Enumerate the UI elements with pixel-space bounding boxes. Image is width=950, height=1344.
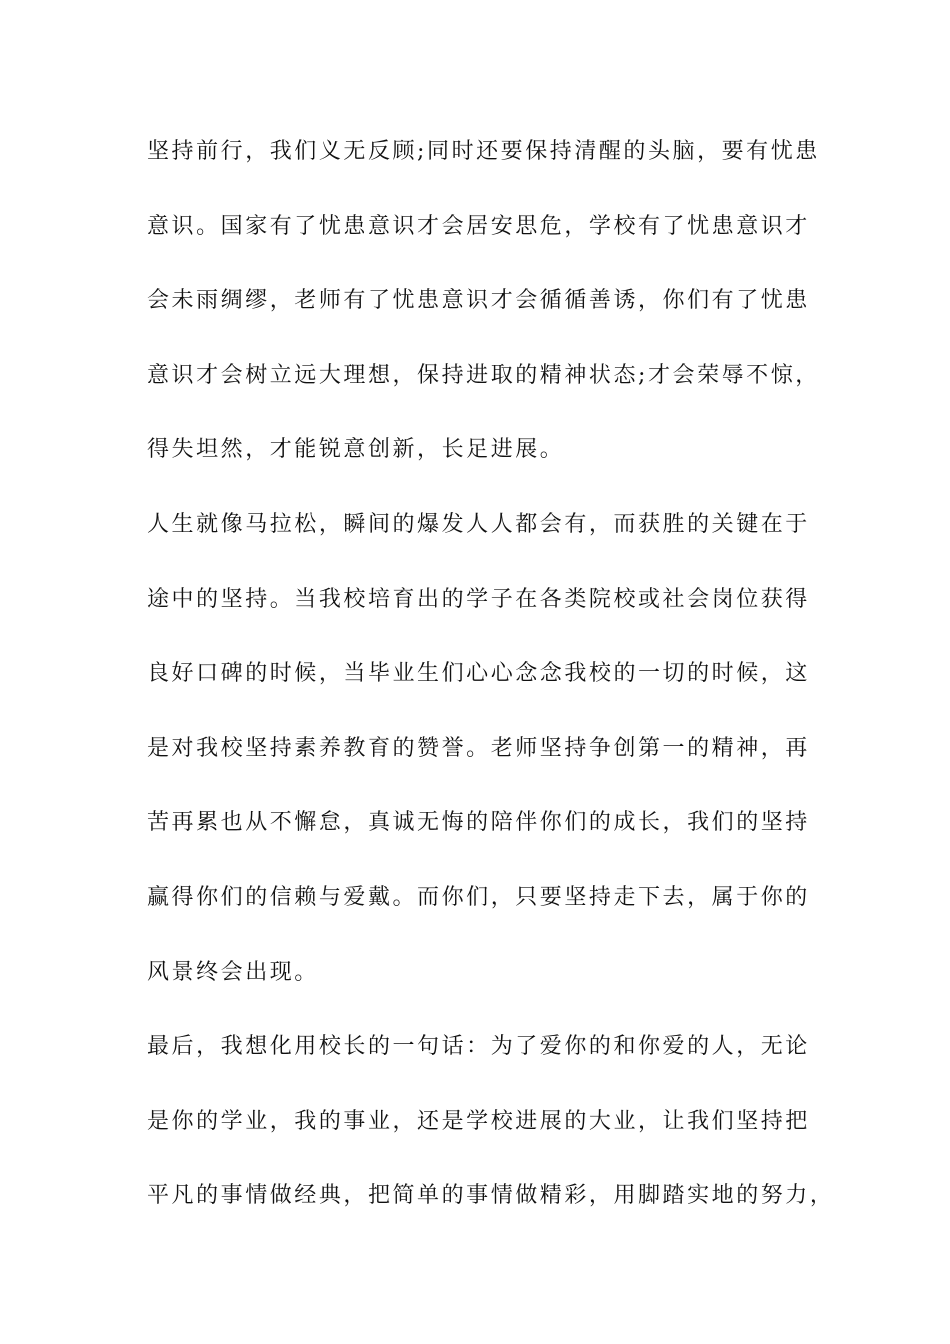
body-text: [147, 119, 835, 1238]
text-line: 良好口碑的时候，当毕业生们心心念念我校的一切的时候，这: [147, 661, 810, 687]
text-line: 是你的学业，我的事业，还是学校进展的大业，让我们坚持把: [147, 1108, 810, 1134]
text-line: 赢得你们的信赖与爱戴。而你们，只要坚持走下去，属于你的: [147, 884, 810, 910]
text-line: 人生就像马拉松，瞬间的爆发人人都会有，而获胜的关键在于: [147, 511, 810, 537]
text-line: 坚持前行，我们义无反顾;同时还要保持清醒的头脑，要有忧患: [147, 139, 820, 164]
text-line: 途中的坚持。当我校培育出的学子在各类院校或社会岗位获得: [147, 586, 810, 612]
text-line: 意识。国家有了忧患意识才会居安思危，学校有了忧患意识才: [147, 213, 810, 239]
text-line: 会未雨绸缪，老师有了忧患意识才会循循善诱，你们有了忧患: [147, 288, 810, 314]
text-line: 是对我校坚持素养教育的赞誉。老师坚持争创第一的精神，再: [147, 735, 810, 761]
text-line: 平凡的事情做经典，把简单的事情做精彩，用脚踏实地的努力，: [147, 1183, 835, 1209]
text-line: 风景终会出现。: [147, 959, 319, 985]
text-line: 得失坦然，才能锐意创新，长足进展。: [147, 437, 565, 463]
text-line: 最后，我想化用校长的一句话：为了爱你的和你爱的人，无论: [147, 1034, 810, 1060]
text-line: 意识才会树立远大理想，保持进取的精神状态;才会荣辱不惊，: [147, 362, 820, 388]
text-line: 苦再累也从不懈怠，真诚无悔的陪伴你们的成长，我们的坚持: [147, 810, 810, 836]
